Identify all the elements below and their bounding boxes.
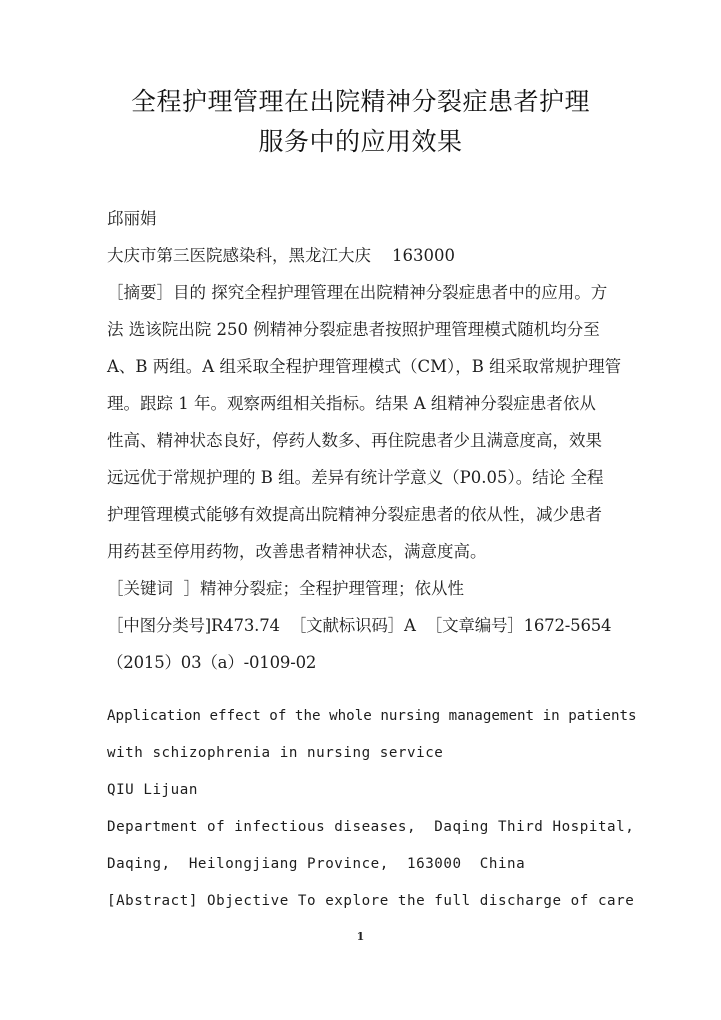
affiliation-en-line: Department of infectious diseases, Daqing Third Hospital, [107,819,635,835]
keywords-cn: ［关键词 ］精神分裂症；全程护理管理；依从性 [107,579,464,598]
abstract-cn-line: ［摘要］目的 探究全程护理管理在出院精神分裂症患者中的应用。方 [107,283,608,302]
chinese-content-block [107,200,622,681]
page-title-line-2: 服务中的应用效果 [258,127,463,156]
page-title-line-1: 全程护理管理在出院精神分裂症患者护理 [130,87,590,116]
affiliation-en-line: Daqing, Heilongjiang Province, 163000 China [107,856,526,872]
page-title [107,82,614,162]
english-content-block [107,698,637,920]
abstract-cn-line: 用药甚至停用药物，改善患者精神状态，满意度高。 [107,542,487,561]
abstract-cn-line: A、B 两组。A 组采取全程护理管理模式（CM），B 组采取常规护理管 [107,357,622,376]
abstract-cn-line: 理。跟踪 1 年。观察两组相关指标。结果 A 组精神分裂症患者依从 [107,394,596,413]
abstract-en-line: [Abstract] Objective To explore the full discharge of care [107,893,635,909]
abstract-cn-line: 远远优于常规护理的 B 组。差异有统计学意义（P0.05）。结论 全程 [107,468,604,487]
abstract-cn-line: 护理管理模式能够有效提高出院精神分裂症患者的依从性，减少患者 [107,505,602,524]
title-en-line: with schizophrenia in nursing service [107,745,444,761]
author-name: 邱丽娟 [107,209,157,228]
classification-line: ［中图分类号]R473.74 ［文献标识码］A ［文章编号］1672-5654 [107,616,612,635]
abstract-cn-line: 性高、精神状态良好，停药人数多、再住院患者少且满意度高，效果 [107,431,602,450]
author-affiliation: 大庆市第三医院感染科，黑龙江大庆 163000 [107,246,455,265]
title-en-line: Application effect of the whole nursing management in patients [107,708,637,724]
page-number: 1 [356,930,365,943]
author-en: QIU Lijuan [107,782,198,798]
abstract-cn-line: 法 选该院出院 250 例精神分裂症患者按照护理管理模式随机均分至 [107,320,600,339]
article-number-line: （2015）03（a）-0109-02 [107,653,317,672]
